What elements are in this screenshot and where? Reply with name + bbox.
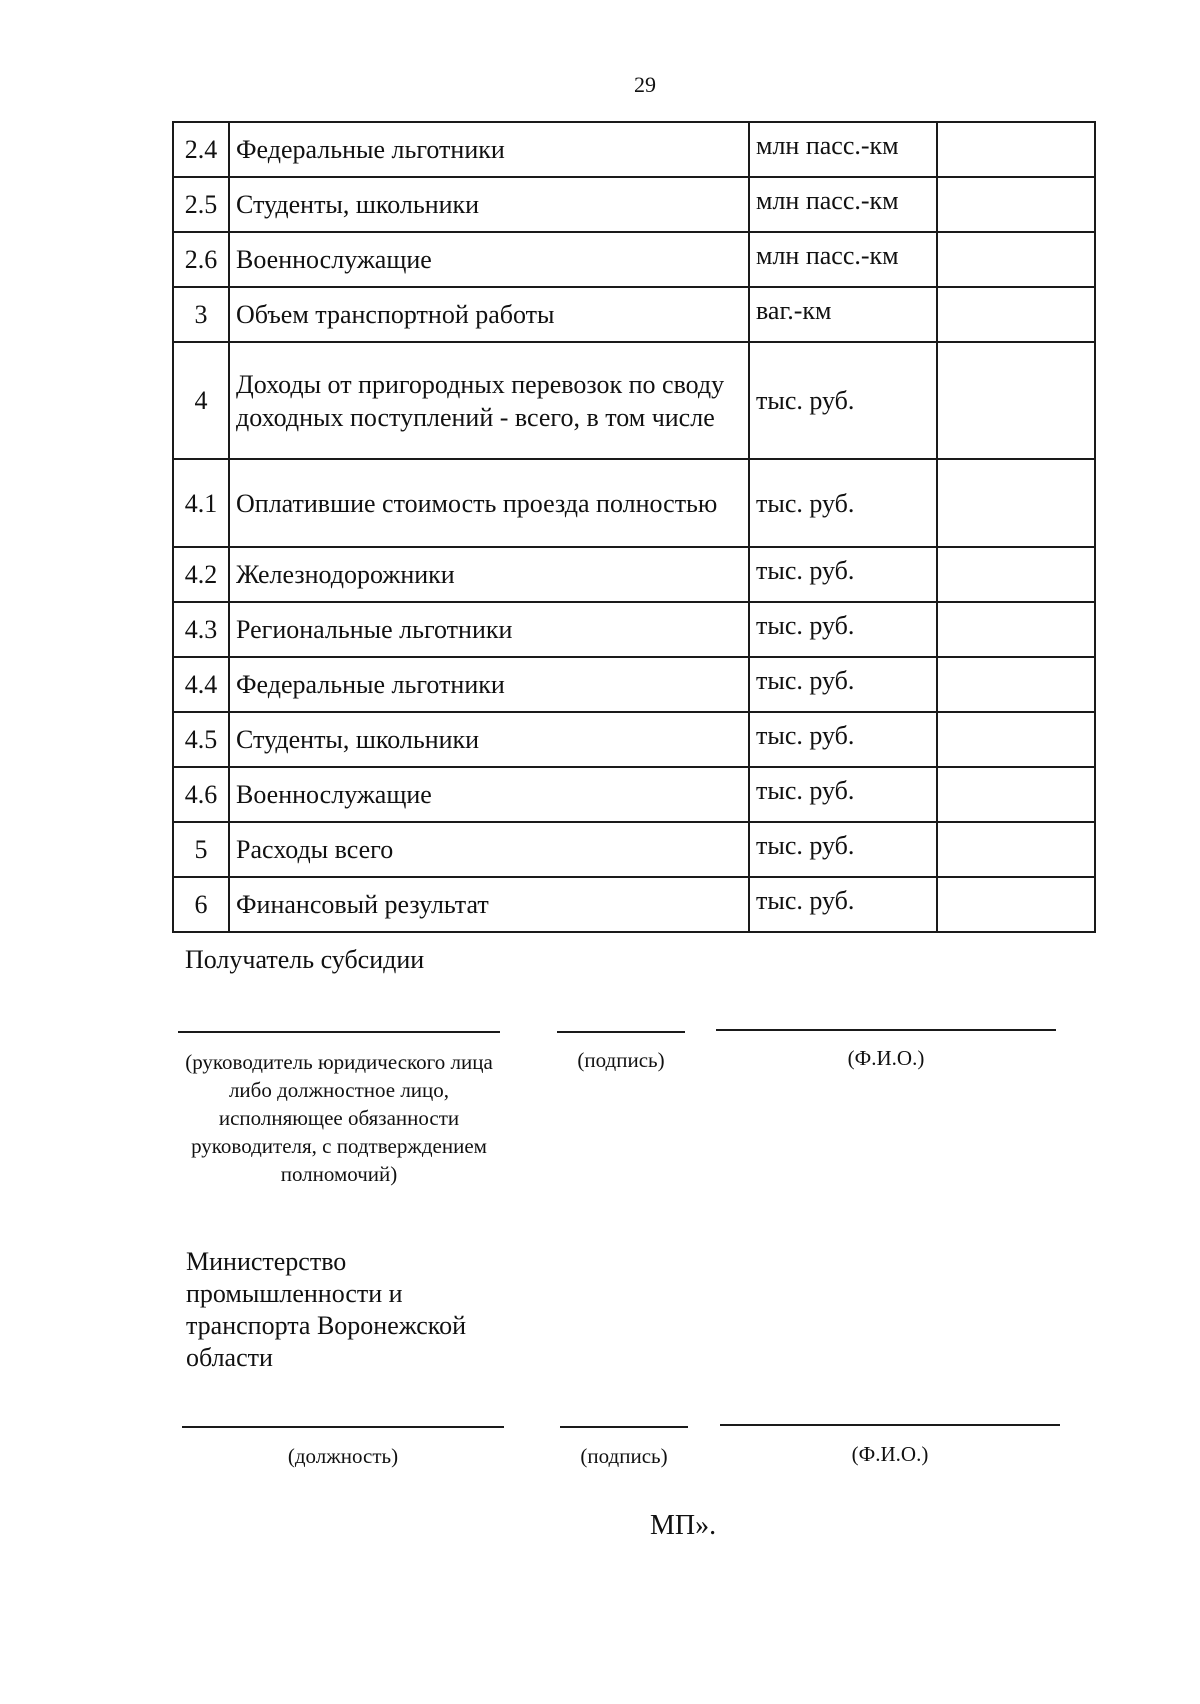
row-indicator: Доходы от пригородных перевозок по своду доходных поступлений - всего, в том числе [229, 342, 749, 459]
row-value-cell[interactable] [937, 287, 1095, 342]
row-unit: тыс. руб. [749, 712, 937, 767]
row-number: 3 [173, 287, 229, 342]
row-number: 4.5 [173, 712, 229, 767]
table-row [173, 177, 1095, 232]
row-value-cell[interactable] [937, 122, 1095, 177]
row-indicator: Военнослужащие [229, 232, 749, 287]
row-unit: тыс. руб. [749, 547, 937, 602]
table-row [173, 602, 1095, 657]
row-indicator: Федеральные льготники [229, 122, 749, 177]
row-number: 2.5 [173, 177, 229, 232]
row-indicator: Военнослужащие [229, 767, 749, 822]
row-unit: тыс. руб. [749, 877, 937, 932]
row-unit: ваг.-км [749, 287, 937, 342]
row-value-cell[interactable] [937, 459, 1095, 547]
row-indicator: Финансовый результат [229, 877, 749, 932]
row-value-cell[interactable] [937, 232, 1095, 287]
row-value-cell[interactable] [937, 877, 1095, 932]
recipient-title: Получатель субсидии [185, 945, 425, 974]
table-row [173, 712, 1095, 767]
row-indicator: Железнодорожники [229, 547, 749, 602]
row-number: 4 [173, 342, 229, 459]
table-row [173, 342, 1095, 459]
stamp-label: МП». [650, 1510, 717, 1541]
row-number: 2.6 [173, 232, 229, 287]
recipient-signature-line[interactable] [557, 1031, 685, 1033]
row-number: 5 [173, 822, 229, 877]
table-row [173, 287, 1095, 342]
recipient-position-line[interactable] [178, 1031, 500, 1033]
row-unit: млн пасс.-км [749, 122, 937, 177]
row-indicator: Студенты, школьники [229, 177, 749, 232]
table-row [173, 657, 1095, 712]
table-row [173, 122, 1095, 177]
row-number: 6 [173, 877, 229, 932]
row-number: 2.4 [173, 122, 229, 177]
ministry-title: Министерство промышленности и транспорта Воронежской области [186, 1247, 467, 1372]
row-unit: тыс. руб. [749, 459, 937, 547]
recipient-name-caption: (Ф.И.О.) [847, 1046, 925, 1070]
recipient-signature-caption: (подпись) [577, 1048, 665, 1072]
table-row [173, 232, 1095, 287]
ministry-name-line[interactable] [720, 1424, 1060, 1426]
row-number: 4.1 [173, 459, 229, 547]
row-number: 4.2 [173, 547, 229, 602]
row-value-cell[interactable] [937, 712, 1095, 767]
recipient-position-caption: (руководитель юридического лица либо должностное лицо, исполняющее обязанности руководителя, с подтверждением полномочий) [185, 1050, 493, 1186]
row-unit: тыс. руб. [749, 602, 937, 657]
row-number: 4.4 [173, 657, 229, 712]
row-value-cell[interactable] [937, 547, 1095, 602]
table-row [173, 877, 1095, 932]
row-value-cell[interactable] [937, 657, 1095, 712]
table-row [173, 459, 1095, 547]
row-unit: млн пасс.-км [749, 177, 937, 232]
report-table [172, 121, 1096, 933]
ministry-signature-line[interactable] [560, 1426, 688, 1428]
row-value-cell[interactable] [937, 177, 1095, 232]
row-unit: млн пасс.-км [749, 232, 937, 287]
row-indicator: Расходы всего [229, 822, 749, 877]
table-row [173, 767, 1095, 822]
row-value-cell[interactable] [937, 767, 1095, 822]
ministry-name-caption: (Ф.И.О.) [851, 1442, 929, 1466]
recipient-name-line[interactable] [716, 1029, 1056, 1031]
table-row [173, 547, 1095, 602]
row-value-cell[interactable] [937, 822, 1095, 877]
ministry-signature-caption: (подпись) [580, 1444, 668, 1468]
table-row [173, 822, 1095, 877]
row-indicator: Оплатившие стоимость проезда полностью [229, 459, 749, 547]
row-unit: тыс. руб. [749, 657, 937, 712]
page-number: 29 [634, 72, 656, 97]
row-value-cell[interactable] [937, 342, 1095, 459]
row-value-cell[interactable] [937, 602, 1095, 657]
row-indicator: Федеральные льготники [229, 657, 749, 712]
row-number: 4.6 [173, 767, 229, 822]
ministry-position-caption: (должность) [287, 1444, 399, 1468]
row-unit: тыс. руб. [749, 822, 937, 877]
row-number: 4.3 [173, 602, 229, 657]
row-indicator: Региональные льготники [229, 602, 749, 657]
row-unit: тыс. руб. [749, 342, 937, 459]
row-indicator: Студенты, школьники [229, 712, 749, 767]
ministry-position-line[interactable] [182, 1426, 504, 1428]
row-unit: тыс. руб. [749, 767, 937, 822]
row-indicator: Объем транспортной работы [229, 287, 749, 342]
